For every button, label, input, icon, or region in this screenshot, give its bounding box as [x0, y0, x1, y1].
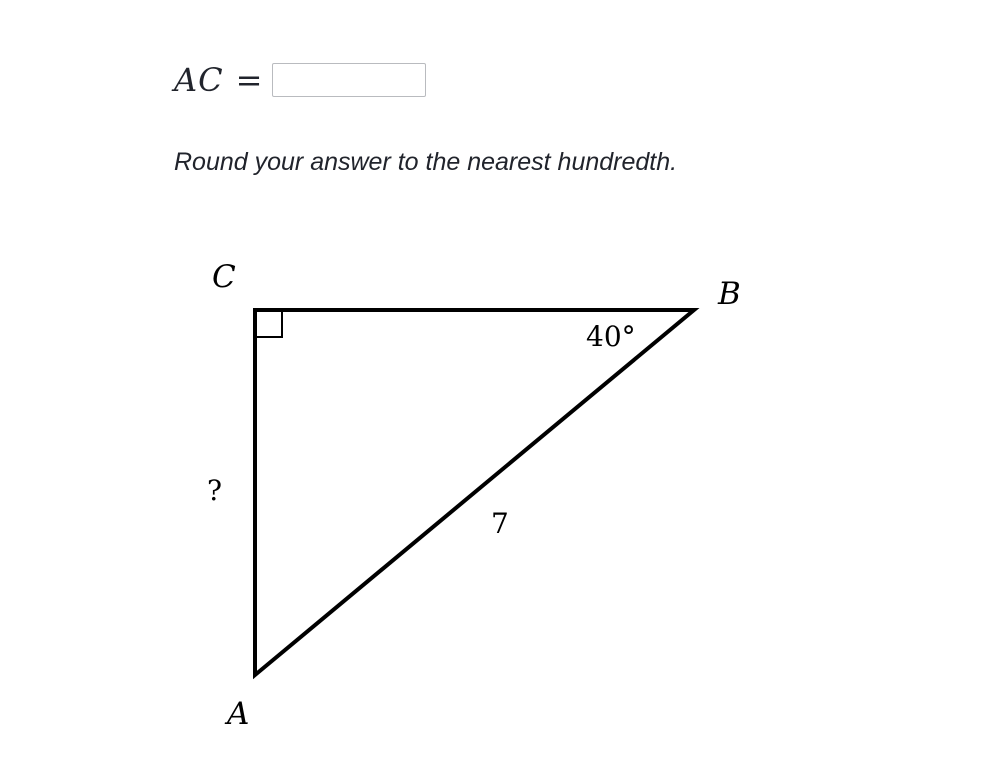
unknown-side-label: ?: [207, 474, 223, 507]
triangle-abc: [255, 310, 694, 675]
angle-b-label: 40°: [586, 320, 636, 353]
equation-lhs: AC: [174, 61, 224, 99]
vertex-label-a: A: [227, 696, 250, 732]
instruction-text: Round your answer to the nearest hundredth.: [174, 148, 678, 176]
hypotenuse-length-label: 7: [491, 507, 509, 540]
vertex-label-c: C: [212, 259, 236, 295]
vertex-label-b: B: [718, 276, 741, 312]
equals-sign: =: [235, 61, 263, 99]
right-angle-marker: [255, 310, 282, 337]
